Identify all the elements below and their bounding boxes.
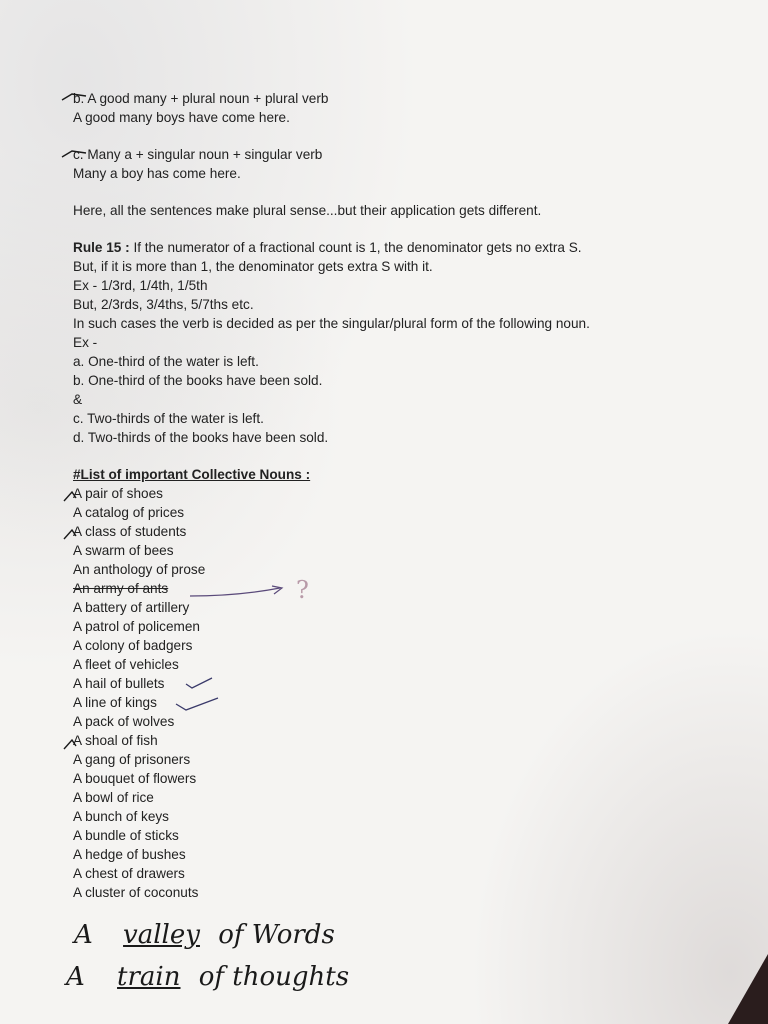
hw-rest: of Words <box>218 920 335 950</box>
collective-item: A patrol of policemen <box>73 619 200 634</box>
collective-item: A colony of badgers <box>73 638 193 653</box>
collective-item: A gang of prisoners <box>73 752 191 767</box>
rule15-line5: In such cases the verb is decided as per the singular/plural form of the following noun. <box>73 316 590 331</box>
document-body <box>73 89 733 902</box>
hw-article: A <box>66 962 85 992</box>
pen-tick-mark <box>60 88 90 104</box>
pen-check-mark <box>174 696 222 714</box>
collective-item: A hail of bullets <box>73 676 165 691</box>
summary-text: Here, all the sentences make plural sense...but their application gets different. <box>73 203 542 218</box>
collective-item: A pair of shoes <box>73 486 163 501</box>
collective-item-struck: An army of ants <box>73 581 169 596</box>
collective-item: A bunch of keys <box>73 809 169 824</box>
rule15-example-c: c. Two-thirds of the water is left. <box>73 411 264 426</box>
hw-underlined-word: valley <box>123 920 200 950</box>
pen-tick-mark <box>60 145 90 161</box>
hw-article: A <box>74 920 93 950</box>
collective-item: A class of students <box>73 524 187 539</box>
rule-c-heading: c. Many a + singular noun + singular verb <box>73 147 323 162</box>
pen-tick-mark <box>62 526 82 542</box>
page-corner-shadow <box>728 954 768 1024</box>
pen-tick-mark <box>62 488 82 504</box>
hw-rest: of thoughts <box>198 962 350 992</box>
collective-item: A shoal of fish <box>73 733 158 748</box>
rule15-line3: Ex - 1/3rd, 1/4th, 1/5th <box>73 278 208 293</box>
collective-item: A bowl of rice <box>73 790 154 805</box>
rule15-line2: But, if it is more than 1, the denominator gets extra S with it. <box>73 259 433 274</box>
collective-item: An anthology of prose <box>73 562 206 577</box>
rule-c-example: Many a boy has come here. <box>73 166 241 181</box>
rule15-label: Rule 15 : <box>73 240 130 255</box>
collective-item: A hedge of bushes <box>73 847 186 862</box>
rule15-example-a: a. One-third of the water is left. <box>73 354 259 369</box>
rule-b-heading: b. A good many + plural noun + plural verb <box>73 91 329 106</box>
collective-item: A pack of wolves <box>73 714 175 729</box>
collective-heading: #List of important Collective Nouns : <box>73 467 311 482</box>
collective-item: A cluster of coconuts <box>73 885 199 900</box>
rule15-example-d: d. Two-thirds of the books have been sold. <box>73 430 329 445</box>
collective-item: A bundle of sticks <box>73 828 179 843</box>
rule-b-example: A good many boys have come here. <box>73 110 290 125</box>
rule15-ampersand: & <box>73 392 83 407</box>
pen-check-mark <box>184 676 214 690</box>
handwritten-line-1 <box>74 920 335 950</box>
hw-underlined-word: train <box>117 962 181 992</box>
collective-item: A chest of drawers <box>73 866 185 881</box>
rule15-text: If the numerator of a fractional count is 1, the denominator gets no extra S. <box>129 240 582 255</box>
collective-item: A swarm of bees <box>73 543 174 558</box>
rule15-line4: But, 2/3rds, 3/4ths, 5/7ths etc. <box>73 297 254 312</box>
collective-item: A battery of artillery <box>73 600 190 615</box>
handwritten-line-2 <box>66 962 349 992</box>
question-mark: ? <box>296 576 309 604</box>
collective-item: A line of kings <box>73 695 157 710</box>
rule15-line1 <box>73 238 733 257</box>
pen-tick-mark <box>62 736 82 752</box>
collective-item: A fleet of vehicles <box>73 657 179 672</box>
rule15-example-b: b. One-third of the books have been sold. <box>73 373 323 388</box>
pen-arrow-mark <box>188 582 288 602</box>
rule15-line6: Ex - <box>73 335 98 350</box>
collective-item: A bouquet of flowers <box>73 771 197 786</box>
collective-item: A catalog of prices <box>73 505 185 520</box>
